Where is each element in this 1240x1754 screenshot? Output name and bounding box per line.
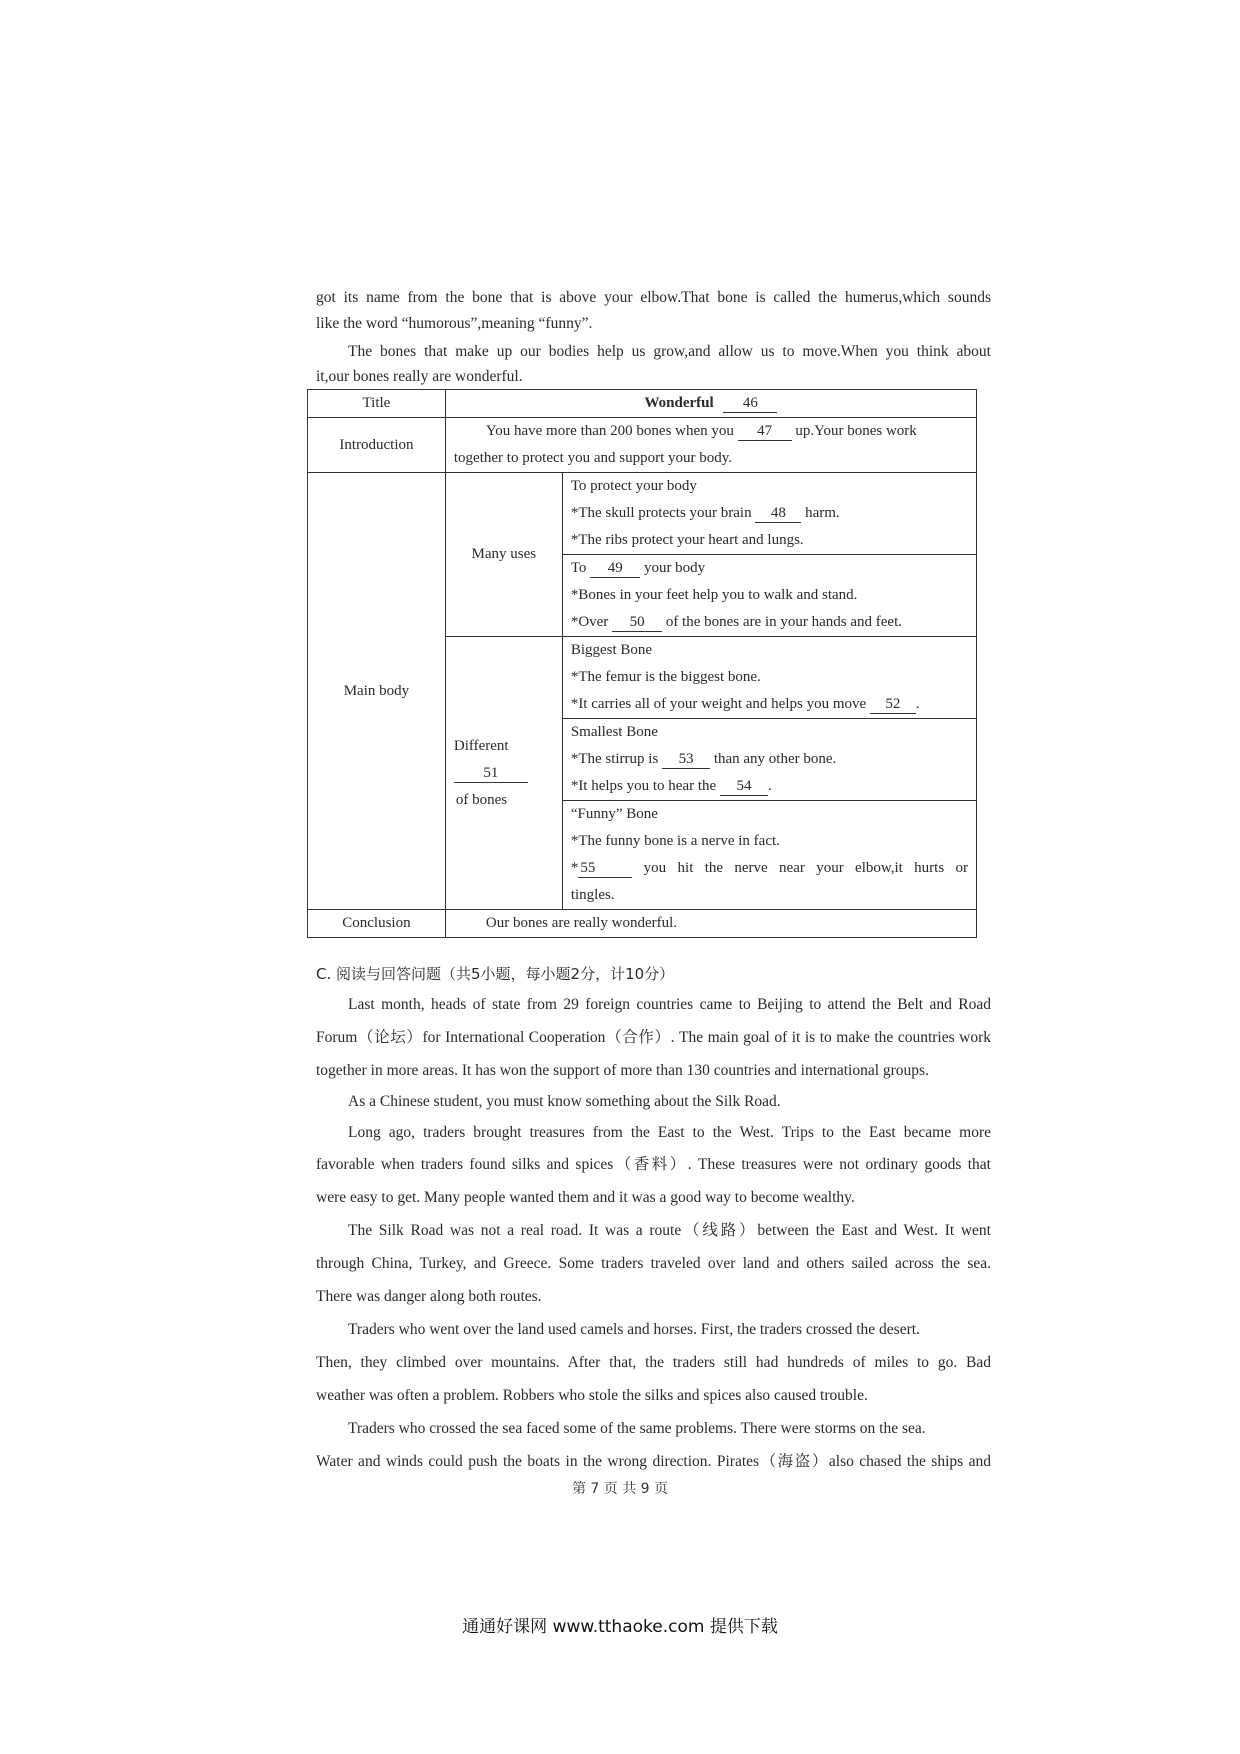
femur-text: *The femur is the biggest bone.: [570, 669, 761, 685]
funny-heading: “Funny” Bone: [570, 806, 658, 822]
blank-52: 52: [870, 695, 916, 714]
intro-text-b: up.Your bones work: [795, 423, 917, 439]
title-label: Title: [308, 390, 446, 418]
period: .: [915, 696, 920, 712]
blank-54: 54: [720, 777, 768, 796]
hit-text-b: tingles.: [570, 887, 615, 903]
p3-line: Long ago, traders brought treasures from the East to the West. Trips to the East became more: [348, 1124, 991, 1141]
bones-table: [307, 389, 977, 938]
hear-text-a: *It helps you to hear the: [570, 778, 717, 794]
blank-49: 49: [590, 559, 640, 578]
ribs-text: *The ribs protect your heart and lungs.: [570, 532, 804, 548]
over-text-b: of the bones are in your hands and feet.: [665, 614, 902, 630]
feet-text: *Bones in your feet help you to walk and stand.: [570, 587, 858, 603]
your-body-text: your body: [643, 560, 706, 576]
biggest-cell: [562, 637, 976, 719]
section-heading: C. 阅读与回答问题（共5小题，每小题2分，计10分）: [316, 965, 675, 983]
text-line: like the word “humorous”,meaning “funny”.: [316, 315, 593, 332]
nerve-text: *The funny bone is a nerve in fact.: [570, 833, 780, 849]
p5-line: weather was often a problem. Robbers who stole the silks and spices also caused trouble.: [316, 1387, 868, 1404]
p5-line: Then, they climbed over mountains. After that, the traders still had hundreds of miles to go. Bad: [316, 1354, 991, 1371]
p5-line: Traders who went over the land used camels and horses. First, the traders crossed the desert.: [348, 1321, 920, 1338]
table-row: [308, 473, 977, 555]
p4-line: The Silk Road was not a real road. It was a route（线路）between the East and West. It went: [348, 1222, 991, 1239]
text-line: it,our bones really are wonderful.: [316, 368, 523, 385]
title-value: Wonderful: [644, 395, 714, 411]
blank-55: 55: [578, 859, 632, 878]
p1-line: Last month, heads of state from 29 foreign countries came to Beijing to attend the Belt and Road: [348, 996, 991, 1013]
skull-text-a: *The skull protects your brain: [570, 505, 752, 521]
intro-text-c: together to protect you and support your body.: [453, 450, 733, 466]
title-cell: [445, 390, 976, 418]
blank-50: 50: [612, 613, 662, 632]
text-line: The bones that make up our bodies help us grow,and allow us to move.When you think about: [348, 343, 991, 360]
text-line: got its name from the bone that is above your elbow.That bone is called the humerus,which sounds: [316, 289, 991, 306]
blank-51: 51: [454, 764, 528, 783]
over-text: *Over: [570, 614, 609, 630]
conclusion-label: Conclusion: [308, 910, 446, 938]
intro-label: Introduction: [308, 418, 446, 473]
p4-line: There was danger along both routes.: [316, 1288, 542, 1305]
smallest-cell: [562, 719, 976, 801]
star: *: [570, 860, 579, 876]
p3-line: favorable when traders found silks and spices（香料）. These treasures were not ordinary goods that: [316, 1156, 991, 1173]
protect-cell: [562, 473, 976, 555]
table-row: [308, 390, 977, 418]
table-row: [308, 910, 977, 938]
protect-heading: To protect your body: [570, 478, 697, 494]
source-footer: 通通好课网 www.tthaoke.com 提供下载: [462, 1617, 778, 1637]
conclusion-cell: [445, 910, 976, 938]
funny-cell: [562, 801, 976, 910]
skull-text-b: harm.: [805, 505, 840, 521]
stirrup-text-b: than any other bone.: [713, 751, 837, 767]
conclusion-text: Our bones are really wonderful.: [485, 915, 678, 931]
intro-cell: [445, 418, 976, 473]
table-row: [308, 418, 977, 473]
smallest-heading: Smallest Bone: [570, 724, 658, 740]
reading-passage: [316, 988, 991, 1478]
main-body-label: Main body: [308, 473, 446, 910]
p1-line: together in more areas. It has won the support of more than 130 countries and international groups.: [316, 1062, 929, 1079]
p2-line: As a Chinese student, you must know something about the Silk Road.: [348, 1093, 781, 1110]
stirrup-text-a: *The stirrup is: [570, 751, 659, 767]
carries-text: *It carries all of your weight and helps you move: [570, 696, 867, 712]
blank-53: 53: [662, 750, 710, 769]
move-cell: [562, 555, 976, 637]
many-uses-label: Many uses: [445, 473, 562, 637]
biggest-heading: Biggest Bone: [570, 642, 653, 658]
p4-line: through China, Turkey, and Greece. Some traders traveled over land and others sailed across the sea.: [316, 1255, 991, 1272]
blank-48: 48: [755, 504, 801, 523]
different-text: Different: [453, 737, 509, 754]
blank-46: 46: [723, 394, 777, 413]
intro-text-a: You have more than 200 bones when you: [485, 423, 734, 439]
page-number: 第 7 页 共 9 页: [571, 1481, 669, 1497]
p6-line: Water and winds could push the boats in the wrong direction. Pirates（海盗）also chased the ships and: [316, 1453, 991, 1470]
hear-text-b: .: [767, 778, 772, 794]
to-text: To: [570, 560, 587, 576]
different-cell: [445, 637, 562, 910]
p3-line: were easy to get. Many people wanted them and it was a good way to become wealthy.: [316, 1189, 855, 1206]
p6-line: Traders who crossed the sea faced some of the same problems. There were storms on the sea.: [348, 1420, 926, 1437]
hit-text-a: you hit the nerve near your elbow,it hurts or: [643, 860, 969, 876]
of-bones-text: of bones: [455, 791, 508, 808]
blank-47: 47: [738, 422, 792, 441]
p1-line: Forum（论坛）for International Cooperation（合作）. The main goal of it is to make the countries work: [316, 1029, 991, 1046]
